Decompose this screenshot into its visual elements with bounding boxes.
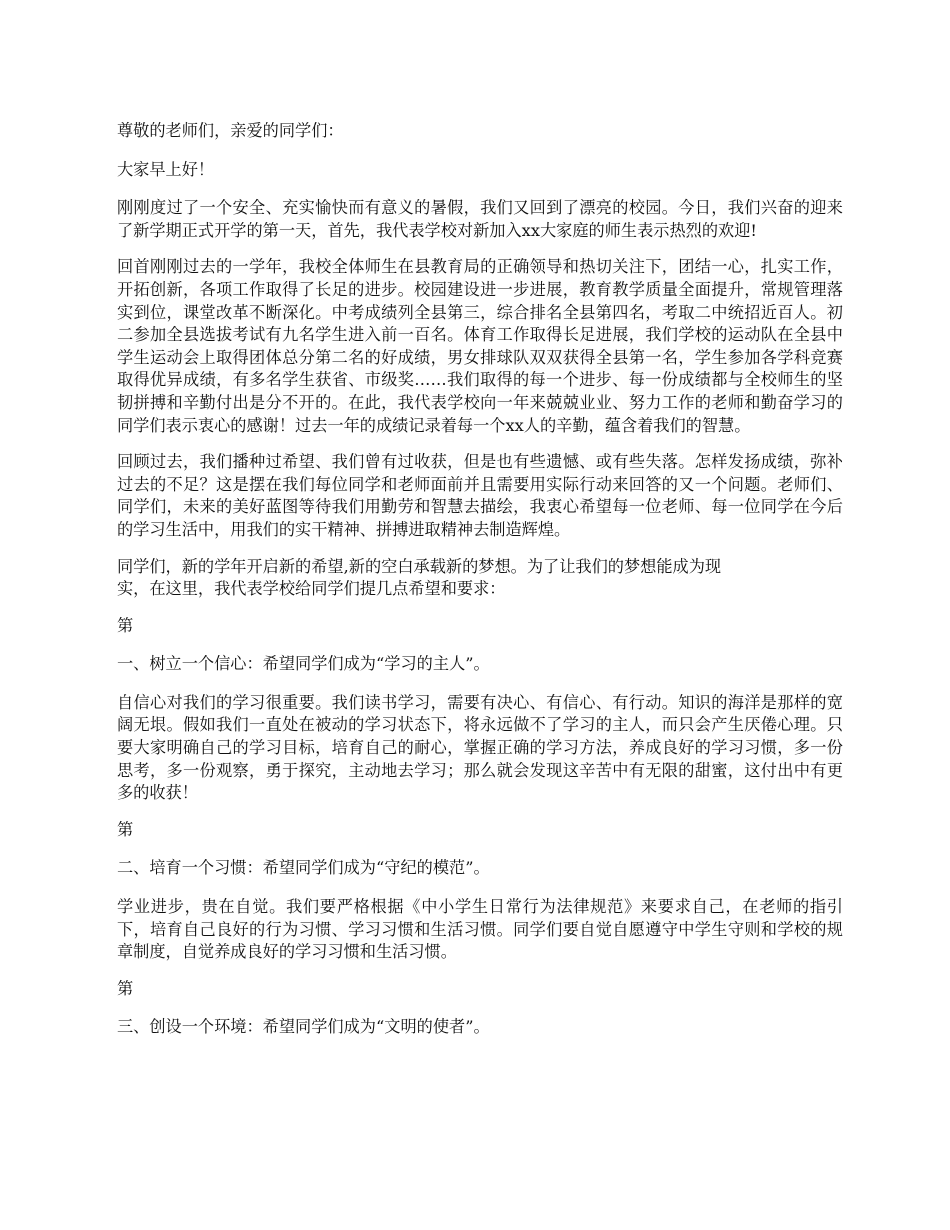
paragraph-habits: 学业进步，贵在自觉。我们要严格根据《中小学生日常行为法律规范》来要求自己，在老师的指引下，培育自己良好的行为习惯、学习习惯和生活习惯。同学们要自觉自愿遵守中学生守则和学校的规章制度，自觉养成良好的学习习惯和生活习惯。 (117, 897, 843, 962)
section-heading-1: 一、树立一个信心：希望同学们成为“学习的主人”。 (117, 654, 490, 674)
paragraph-confidence: 自信心对我们的学习很重要。我们读书学习，需要有决心、有信心、有行动。知识的海洋是那样的宽阔无垠。假如我们一直处在被动的学习状态下，将永远做不了学习的主人，而只会产生厌倦心理。只要大家明确自己的学习目标，培育自己的耐心，掌握正确的学习方法，养成良好的学习习惯，多一份思考，多一份观察，勇于探究，主动地去学习；那么就会发现这辛苦中有无限的甜蜜，这付出中有更多的收获！ (117, 692, 843, 803)
paragraph-new-year-hopes: 同学们，新的学年开启新的希望,新的空白承载新的梦想。为了让我们的梦想能成为现 实，在这里，我代表学校给同学们提几点希望和要求： (117, 556, 722, 599)
paragraph-looking-back: 回顾过去，我们播种过希望、我们曾有过收获，但是也有些遗憾、或有些失落。怎样发扬成绩，弥补过去的不足？这是摆在我们每位同学和老师面前并且需要用实际行动来回答的又一个问题。老师们、同学们，未来的美好蓝图等待我们用勤劳和智慧去描绘，我衷心希望每一位老师、每一位同学在今后的学习生活中，用我们的实干精神、拼搏进取精神去制造辉煌。 (117, 452, 843, 539)
ordinal-marker-1: 第 (117, 615, 134, 635)
document-page (117, 120, 843, 1055)
greeting: 大家早上好！ (117, 159, 215, 179)
ordinal-marker-3: 第 (117, 978, 134, 998)
salutation: 尊敬的老师们，亲爱的同学们： (117, 121, 344, 140)
paragraph-review-achievements: 回首刚刚过去的一学年，我校全体师生在县教育局的正确领导和热切关注下，团结一心，扎实工作，开拓创新，各项工作取得了长足的进步。校园建设进一步进展，教育教学质量全面提升，常规管理落实到位，课堂改革不断深化。中考成绩列全县第三，综合排名全县第四名，考取二中统招近百人。初二参加全县选拔考试有九名学生进入前一百名。体育工作取得长足进展，我们学校的运动队在全县中学生运动会上取得团体总分第二名的好成绩，男女排球队双双获得全县第一名，学生参加各学科竞赛取得优异成绩，有多名学生获省、市级奖……我们取得的每一个进步、每一份成绩都与全校师生的坚韧拼搏和辛勤付出是分不开的。在此，我代表学校向一年来兢兢业业、努力工作的老师和勤奋学习的同学们表示衷心的感谢！过去一年的成绩记录着每一个xx人的辛勤，蕴含着我们的智慧。 (117, 257, 843, 435)
section-heading-3: 三、创设一个环境：希望同学们成为“文明的使者”。 (117, 1017, 490, 1037)
ordinal-marker-2: 第 (117, 819, 134, 839)
paragraph-welcome: 刚刚度过了一个安全、充实愉快而有意义的暑假，我们又回到了漂亮的校园。今日，我们兴奋的迎来了新学期正式开学的第一天，首先，我代表学校对新加入xx大家庭的师生表示热烈的欢迎! (117, 198, 843, 240)
section-heading-2: 二、培育一个习惯：希望同学们成为“守纪的模范”。 (117, 858, 490, 878)
